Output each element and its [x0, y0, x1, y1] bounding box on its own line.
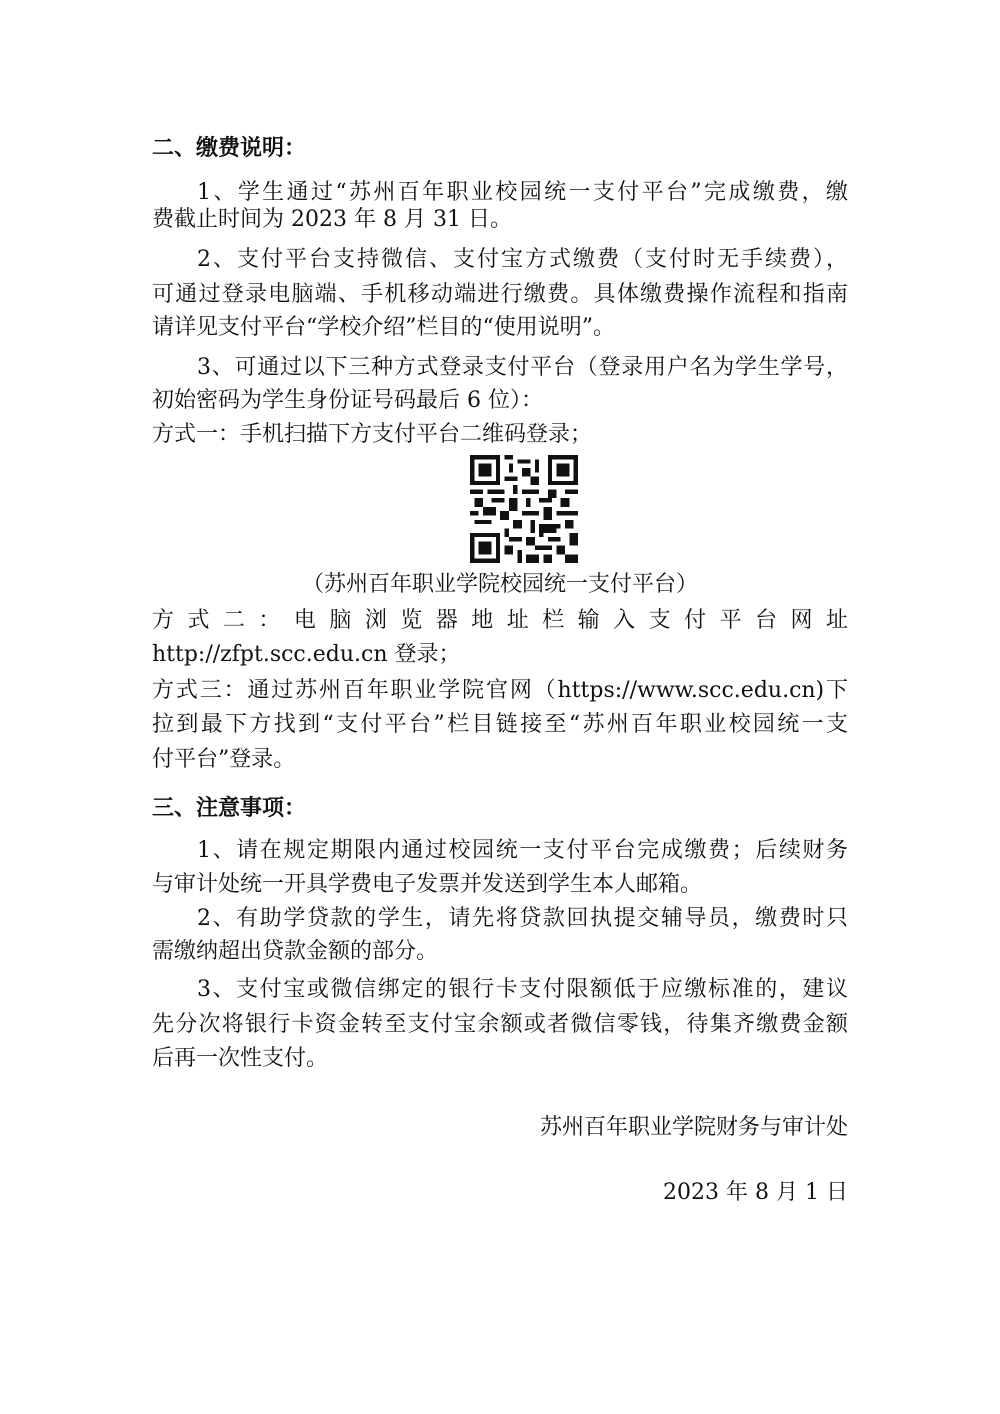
note3-line2: 先分次将银行卡资金转至支付宝余额或者微信零钱，待集齐缴费金额 — [152, 1012, 848, 1037]
method3-line3: 付平台”登录。 — [152, 747, 296, 772]
note1-line1: 1、请在规定期限内通过校园统一支付平台完成缴费；后续财务 — [197, 838, 848, 863]
note3-line3: 后再一次性支付。 — [152, 1046, 329, 1071]
item3-line1: 3、可通过以下三种方式登录支付平台（登录用户名为学生学号， — [197, 355, 848, 380]
qr-caption: （苏州百年职业学院校园统一支付平台） — [301, 572, 698, 597]
section3-heading: 三、注意事项： — [152, 795, 307, 821]
item2-line2: 可通过登录电脑端、手机移动端进行缴费。具体缴费操作流程和指南 — [152, 282, 848, 307]
section2-heading: 二、缴费说明： — [152, 135, 307, 161]
method2-line1: 方 式 二 ： 电 脑 浏 览 器 地 址 栏 输 入 支 付 平 台 网 址 — [152, 608, 848, 633]
item1-line1: 1、学生通过“苏州百年职业校园统一支付平台”完成缴费，缴 — [197, 180, 848, 205]
note3-line1: 3、支付宝或微信绑定的银行卡支付限额低于应缴标准的，建议 — [197, 977, 848, 1002]
item2-line1: 2、支付平台支持微信、支付宝方式缴费（支付时无手续费）， — [197, 247, 848, 272]
method2-line2: http://zfpt.scc.edu.cn 登录； — [152, 642, 461, 667]
note2-line2: 需缴纳超出贷款金额的部分。 — [152, 939, 439, 964]
note2-line1: 2、有助学贷款的学生，请先将贷款回执提交辅导员，缴费时只 — [197, 906, 848, 931]
item1-line2: 费截止时间为 2023 年 8 月 31 日。 — [152, 207, 512, 232]
issuer-signature: 苏州百年职业学院财务与审计处 — [539, 1115, 848, 1140]
item3-line2: 初始密码为学生身份证号码最后 6 位）： — [152, 388, 543, 413]
issue-date: 2023 年 8 月 1 日 — [663, 1180, 848, 1205]
qr-code-icon — [469, 455, 579, 563]
method1-text: 方式一：手机扫描下方支付平台二维码登录； — [152, 422, 593, 447]
method3-line1: 方式三：通过苏州百年职业学院官网（https://www.scc.edu.cn)下 — [152, 678, 848, 703]
item2-line3: 请详见支付平台“学校介绍”栏目的“使用说明”。 — [152, 315, 615, 340]
note1-line2: 与审计处统一开具学费电子发票并发送到学生本人邮箱。 — [152, 872, 703, 897]
method3-line2: 拉到最下方找到“支付平台”栏目链接至“苏州百年职业校园统一支 — [152, 712, 848, 737]
